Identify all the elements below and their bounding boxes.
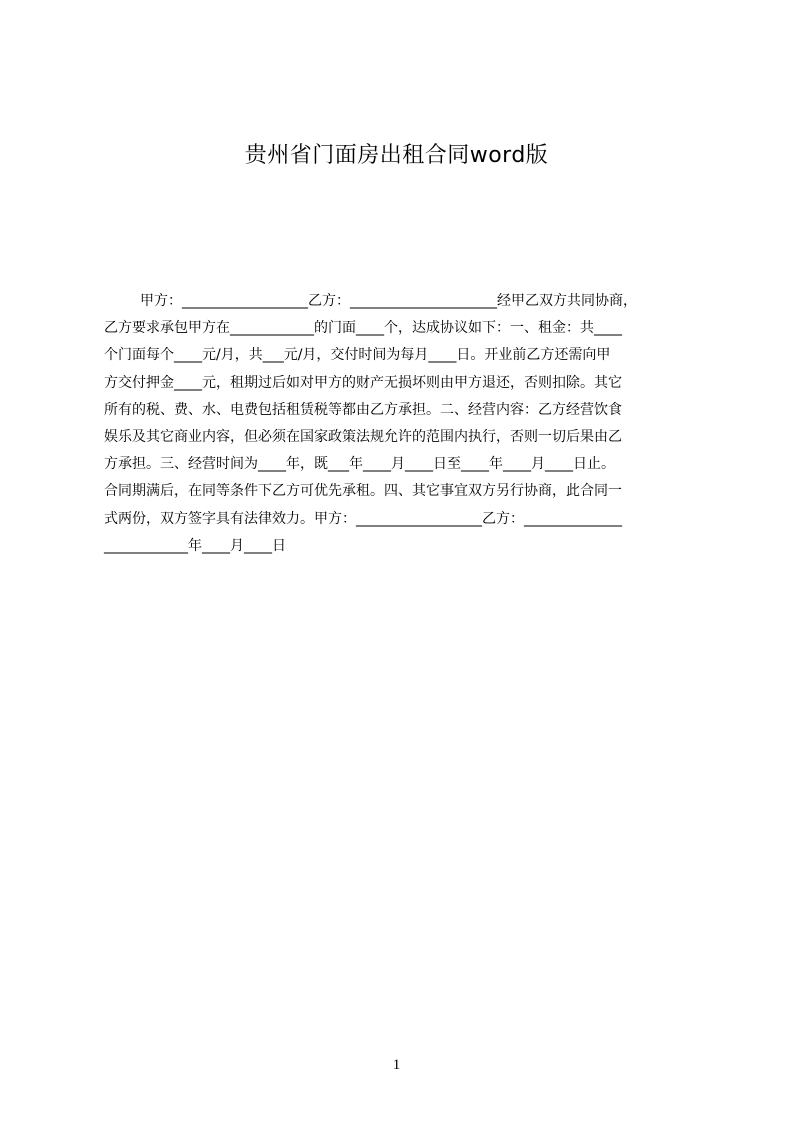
contract-line-2: 乙方要求承包甲方在____________的门面____个，达成协议如下：一、租金：共____ <box>104 320 622 337</box>
contract-line-1: 甲方：__________________乙方：_____________________经甲乙双方共同协商， <box>140 293 637 309</box>
contract-line-3: 个门面每个____元/月，共___元/月，交付时间为每月____日。开业前乙方还需向甲 <box>104 347 611 364</box>
contract-line-6: 娱乐及其它商业内容，但必须在国家政策法规允许的范围内执行，否则一切后果由乙 <box>104 428 622 445</box>
contract-line-7: 方承担。三、经营时间为____年，既___年____月____日至____年____月____日止。 <box>104 456 615 473</box>
contract-line-10: ____________年____月____日 <box>104 537 286 554</box>
document-title: 贵州省门面房出租合同word版 <box>244 143 549 168</box>
contract-body <box>104 288 704 560</box>
contract-line-5: 所有的税、费、水、电费包括租赁税等都由乙方承担。二、经营内容：乙方经营饮食 <box>104 401 622 418</box>
contract-line-4: 方交付押金____元，租期过后如对甲方的财产无损坏则由甲方退还，否则扣除。其它 <box>104 374 622 391</box>
contract-line-9: 式两份，双方签字具有法律效力。甲方：__________________乙方：______________ <box>104 510 622 527</box>
page-number: 1 <box>392 1057 401 1073</box>
contract-line-8: 合同期满后，在同等条件下乙方可优先承租。四、其它事宜双方另行协商，此合同一 <box>104 483 622 500</box>
